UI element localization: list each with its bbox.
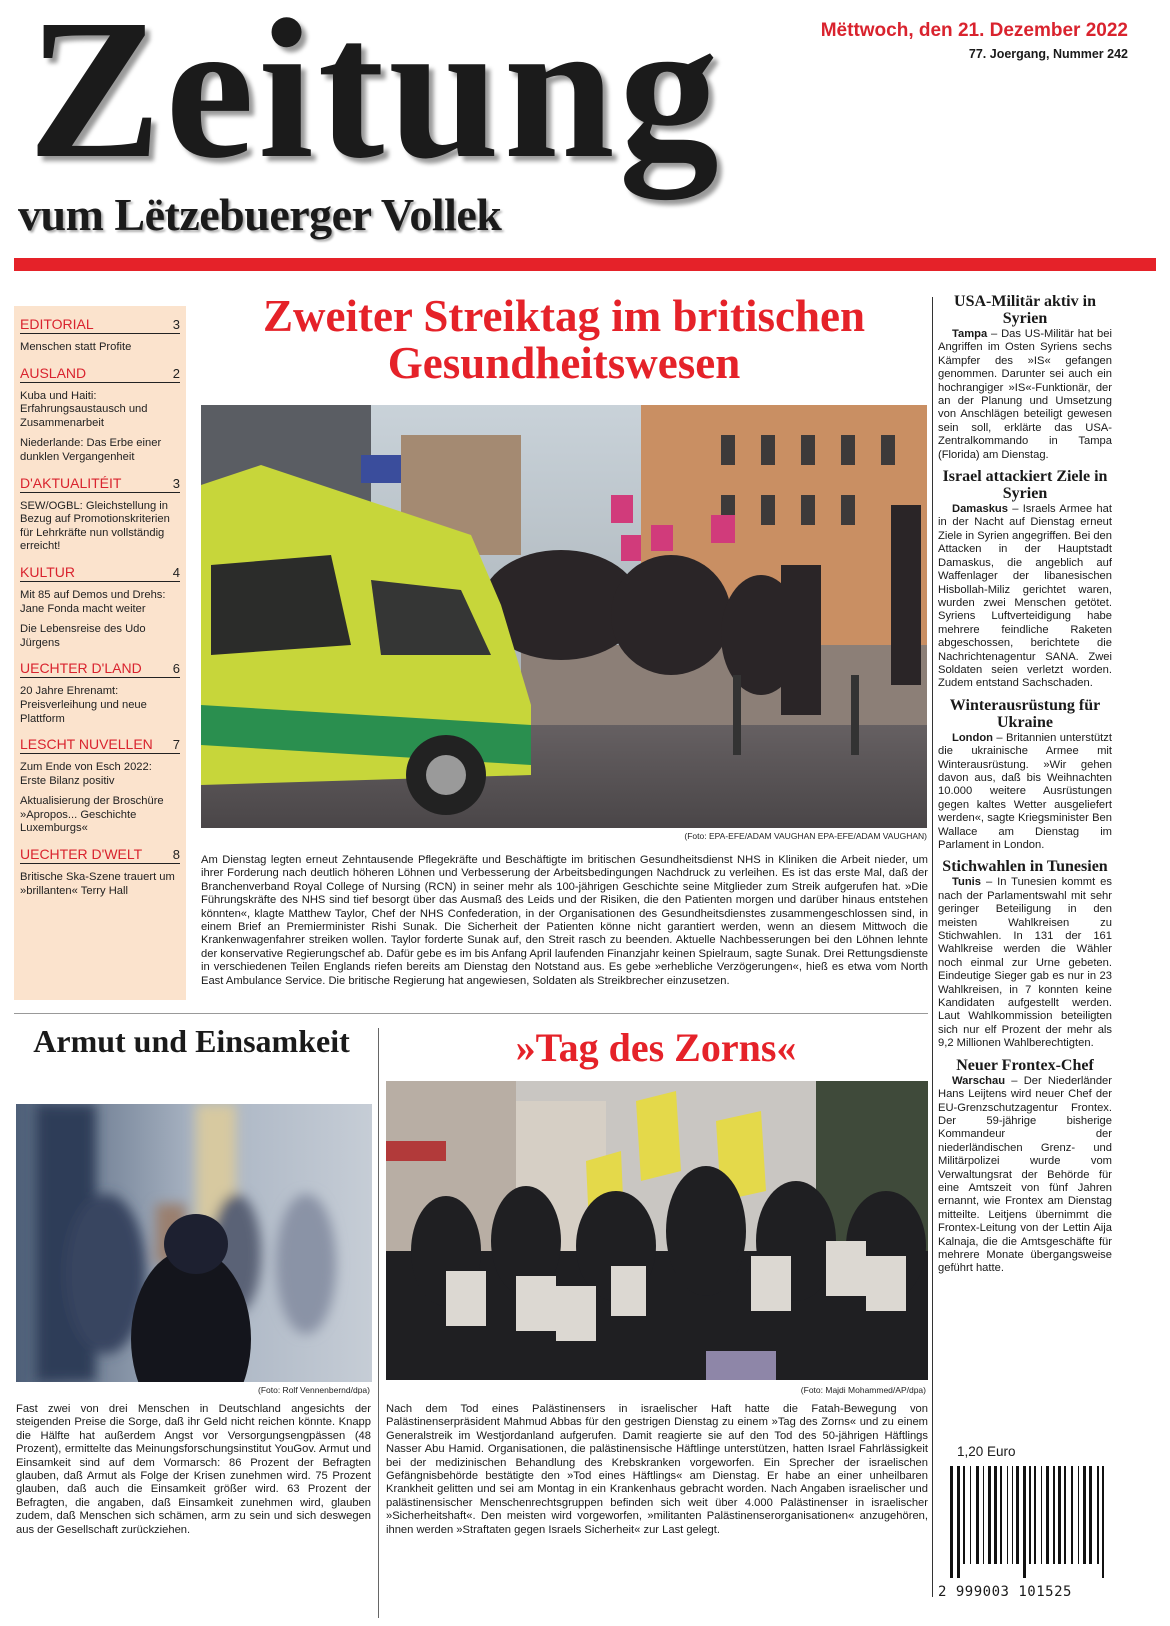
barcode-bar	[1034, 1466, 1036, 1564]
barcode-bar	[988, 1466, 991, 1564]
index-section-label: AUSLAND	[20, 364, 87, 381]
brief-dateline: Tunis	[952, 876, 982, 889]
index-item[interactable]: SEW/OGBL: Gleichstellung in Bezug auf Promotionskriterien für Lehrkräfte nun vollständig erreicht!	[20, 499, 170, 553]
brief-body	[938, 328, 1112, 462]
index-page-number: 4	[172, 564, 180, 580]
lead-headline[interactable]: Zweiter Streiktag im britischen Gesundheitswesen	[262, 291, 865, 388]
index-page-number: 7	[172, 737, 180, 753]
index-item[interactable]: 20 Jahre Ehrenamt: Preisverleihung und neue Plattform	[20, 685, 147, 725]
barcode-bar	[1089, 1466, 1092, 1564]
price: 1,20 Euro	[957, 1444, 1016, 1459]
index-page-number: 3	[172, 317, 180, 332]
index-section-label: UECHTER D'WELT	[20, 846, 143, 863]
barcode-bar	[1016, 1466, 1019, 1564]
index-item[interactable]: Niederlande: Das Erbe einer dunklen Vergangenheit	[20, 437, 162, 463]
barcode-bar	[1064, 1466, 1066, 1564]
brief-body	[938, 876, 1112, 1050]
barcode-bar	[1046, 1466, 1049, 1564]
barcode-bar	[1058, 1466, 1061, 1564]
issue-number: 77. Joergang, Nummer 242	[968, 47, 1128, 61]
lead-body: Am Dienstag legten erneut Zehntausende Pflegekräfte und Beschäftigte im britischen Gesundheitsdienst NHS in Kliniken die Arbeit nieder, um ihrer Forderung nach deutlich höheren Löhnen und Verbesserung der Arbeitsbedingungen Nachdruck zu verleihen. Es ist das erste Mal, daß der Branchenverband Royal College of Nursing (RCN) in seiner mehr als 100-jährigen Geschichte seine Mitglieder zum Streik aufgerufen hat. »Die Führungskräfte des NHS sind tief besorgt über das Ausmaß des Leids und der Risiken, die den Patienten morgen und darüber hinaus entstehen könnten«, klagte Matthew Taylor, Chef der NHS Confederation, in der Organisationen des Gesundheitsdienstes zusammengeschlossen sind, in einem Brief an Premierminister Rishi Sunak. Die Sicherheit der Patienten könne nicht garantiert werden, wenn an diesem Mittwoch die Krankenwagenfahrer streiken wollen. Taylor forderte Sunak auf, den Streit rasch zu beenden. Aktuelle Nachbesserungen bei den Löhnen lehnte der konservative Regierungschef ab. Dafür gebe es im bis Anfang April laufenden Finanzjahr keinen Spielraum, sagte Sunak. Drei Rettungsdienste in verschiedenen Teilen Englands riefen bereits am Dienstag den Notstand aus. Es gebe »erhebliche Verzögerungen«, hieß es etwa vom North East Ambulance Service. Die britische Regierung hat angewiesen, Soldaten als Streikbrecher einzusetzen.	[201, 854, 928, 987]
barcode-bar	[1000, 1466, 1002, 1564]
barcode	[938, 1466, 1114, 1546]
barcode-bar	[957, 1466, 960, 1578]
brief-text: Israels Armee hat in der Nacht auf Dienstag erneut Ziele in Syrien angegriffen. Bei den Attacken in der Hauptstadt Damaskus, die angeblich auf Waffenlager der libanesischen Hisbollah-Miliz gerichtet waren, wurden zwei Menschen getötet. Syriens Luftverteidigung habe mehrere feindliche Raketen abgeschossen, berichtete die Nachrichtenagentur SANA. Zwei Soldaten seien verletzt worden. Zudem entstand Sachschaden.	[938, 503, 1112, 690]
section-divider	[14, 1013, 928, 1014]
index-item[interactable]: Mit 85 auf Demos und Drehs: Jane Fonda macht weiter	[20, 588, 166, 615]
barcode-bar	[950, 1466, 953, 1578]
barcode-bar	[1041, 1466, 1042, 1564]
lead-photo-image	[201, 405, 927, 828]
index-item[interactable]: Die Lebensreise des Udo Jürgens	[20, 623, 146, 649]
index-item[interactable]: Menschen statt Profite	[20, 341, 132, 353]
barcode-bar	[983, 1466, 984, 1564]
brief-dateline: London	[952, 731, 994, 744]
index-section-header[interactable]	[20, 660, 180, 678]
barcode-bar	[1029, 1466, 1031, 1564]
barcode-bar	[1007, 1466, 1008, 1564]
brief-body	[938, 503, 1112, 691]
armut-photo-caption: (Foto: Rolf Vennenbernd/dpa)	[258, 1385, 370, 1395]
column-divider	[378, 1028, 379, 1618]
brief-text: In Tunesien kommt es nach der Parlamentswahl mit sehr geringer Beteiligung in den meisten Wahlkreisen zu Stichwahlen. In 131 der 161 Wahlkreise werden die Wähler noch einmal zur Urne gebeten. Eindeutige Sieger gab es nur in 23 Wahlkreisen, in 7 konnten keine Kandidaten aufgestellt werden. Laut Wahlkommission beteiligten sich nur elf Prozent der mehr als 9,2 Millionen Wahlberechtigten.	[938, 876, 1112, 1050]
barcode-bar	[1078, 1466, 1079, 1564]
barcode-bar	[1083, 1466, 1086, 1564]
barcode-bar	[1023, 1466, 1026, 1578]
brief-headline[interactable]: Neuer Frontex-Chef	[956, 1056, 1094, 1074]
barcode-bar	[1053, 1466, 1055, 1564]
armut-photo[interactable]	[16, 1104, 372, 1382]
masthead-subtitle: vum Lëtzebuerger Vollek	[18, 189, 502, 240]
index-item[interactable]: Kuba und Haiti: Erfahrungsaustausch und Zusammenarbeit	[20, 389, 148, 429]
index-section-header[interactable]	[20, 736, 180, 754]
barcode-bars	[938, 1466, 1114, 1581]
index-item[interactable]: Aktualisierung der Broschüre »Apropos... Geschichte Luxemburgs«	[20, 795, 164, 835]
brief-dateline: Damaskus	[952, 503, 1008, 516]
news-briefs-column	[938, 293, 1112, 1276]
dateline-separator: –	[1005, 1074, 1024, 1087]
zorn-photo[interactable]	[386, 1081, 928, 1380]
index-section-label: EDITORIAL	[20, 316, 94, 332]
index-page-number: 8	[172, 847, 180, 863]
barcode-bar	[976, 1466, 979, 1564]
brief-headline[interactable]: Israel attackiert Ziele in Syrien	[942, 468, 1108, 503]
index-section-label: UECHTER D'LAND	[20, 660, 142, 677]
index-section-header[interactable]	[20, 365, 180, 383]
brief-dateline: Tampa	[952, 328, 988, 340]
barcode-bar	[963, 1466, 965, 1564]
brief-headline[interactable]: Winterausrüstung für Ukraine	[949, 696, 1101, 731]
barcode-bar	[1071, 1466, 1073, 1564]
armut-headline[interactable]: Armut und Einsamkeit	[33, 1023, 350, 1059]
brief-text: Britannien unterstützt die ukrainische Armee mit Winterausrüstung. »Wir gehen davon aus, daß bis Weihnachten 10.000 weitere Ausrüstungen gegen kaltes Wetter ausgeliefert werden«, sagte Kriegsminister Ben Wallace am Dienstag im Parlament in London.	[938, 731, 1112, 851]
masthead-title: Zeitung	[28, 0, 723, 200]
dateline-separator: –	[1007, 503, 1023, 516]
barcode-bar	[1012, 1466, 1013, 1564]
brief-body	[938, 732, 1112, 853]
armut-photo-image	[16, 1104, 372, 1382]
index-page-number: 6	[172, 661, 180, 677]
barcode-number: 2 999003 101525	[938, 1584, 1072, 1600]
index-page-number: 3	[172, 475, 180, 491]
index-section-header[interactable]	[20, 316, 180, 334]
brief-headline[interactable]: Stichwahlen in Tunesien	[942, 858, 1108, 876]
brief-text: Der Niederländer Hans Leijtens wird neuer Chef der EU-Grenzschutzagentur Frontex. Der 59-jährige bisherige Kommandeur der niederländischen Grenz- und Militärpolizei wurde vom Verwaltungsrat der Behörde für eine Amtszeit von fünf Jahren ernannt, wie Frontex am Dienstag mitteilte. Leitjens übernimmt die Frontex-Leitung von der Lettin Aija Kalnaja, die die Amtsgeschäfte für mehrere Monate übergangsweise geführt hatte.	[938, 1074, 1112, 1275]
zorn-photo-image	[386, 1081, 928, 1380]
index-page-number: 2	[172, 365, 180, 381]
index-section-header[interactable]	[20, 846, 180, 864]
brief-dateline: Warschau	[952, 1074, 1006, 1087]
index-section-label: LESCHT NUVELLEN	[20, 736, 153, 753]
dateline-separator: –	[987, 328, 1002, 340]
index-section-label: KULTUR	[20, 563, 75, 580]
column-divider	[932, 297, 933, 1597]
barcode-bar	[994, 1466, 997, 1564]
masthead-rule	[14, 258, 1156, 271]
brief-headline[interactable]: USA-Militär aktiv in Syrien	[954, 293, 1096, 327]
zorn-photo-caption: (Foto: Majdi Mohammed/AP/dpa)	[800, 1385, 926, 1395]
barcode-bar	[1097, 1466, 1099, 1564]
index-section-label: D'AKTUALITÉIT	[20, 474, 122, 491]
dateline-separator: –	[981, 876, 998, 889]
index-item[interactable]: Britische Ska-Szene trauert um »brillanten« Terry Hall	[20, 871, 175, 897]
index-section-header[interactable]	[20, 564, 180, 582]
zorn-body: Nach dem Tod eines Palästinensers in israelischer Haft hatte die Fatah-Bewegung von Palästinenserpräsident Mahmud Abbas für den gestrigen Dienstag zu einem »Tag des Zorns« und zu einem Generalstreik im Westjordanland aufgerufen. Damit reagierte sie auf den Tod des 50-jährigen Häftlings Nasser Abu Hamid. Organisationen, die palästinensische Häftlinge unterstützen, hatten Israel Fahrlässigkeit bei der medizinischen Behandlung des Krebskranken vorgeworfen. Ein Sprecher der israelischen Gefängnisbehörde bestätigte den »Tod eines Häftlings« am Dienstag. Er habe an einer unheilbaren Krankheit gelitten und sei am Montag in ein Krankenhaus gebracht worden. Nach Angaben israelischer und palästinensischer Menschenrechtsgruppen befinden sich weit über 4.000 Palästinenser in israelischer »Sicherheitshaft«. Den meisten wird vorgeworfen, »militanten Palästinenserorganisationen« anzugehören, ihnen werden »Straftaten gegen Israels Sicherheit« zur Last gelegt.	[386, 1403, 928, 1536]
index-item[interactable]: Zum Ende von Esch 2022: Erste Bilanz positiv	[20, 761, 152, 787]
armut-body: Fast zwei von drei Menschen in Deutschland angesichts der steigenden Preise die Sorge, daß ihr Geld nicht reichen könnte. Knapp die Hälfte hat außerdem Angst vor Versorgungsengpässen (48 Prozent), ermittelte das Meinungsforschungsinstitut YouGov. Armut und Einsamkeit sind auf dem Vormarsch: 86 Prozent der Befragten glauben, daß Armut als Folge der Krisen zunehmen wird. 75 Prozent glauben, daß auch die Einsamkeit größer wird. 63 Prozent der Befragten, die angaben, daß Einsamkeit zunehmen wird, glauben zudem, daß Menschen sich schämen, arm zu sein und sich deswegen aus der Gesellschaft zurückziehen.	[16, 1403, 371, 1536]
table-of-contents	[14, 306, 186, 1000]
lead-photo[interactable]	[201, 405, 927, 828]
brief-text: Das US-Militär hat bei Angriffen im Osten Syriens sechs Kämpfer des »IS« gefangen genommen. Darunter sei auch ein hochrangiger »IS«-Funktionär, der an der Planung und Umsetzung von Anschlägen beteiligt gewesen sein soll, erklärte das USA-Zentralkommando in Tampa (Florida) am Dienstag.	[938, 328, 1112, 461]
issue-date: Mëttwoch, den 21. Dezember 2022	[820, 20, 1128, 41]
zorn-headline[interactable]: »Tag des Zorns«	[515, 1025, 797, 1070]
index-section-header[interactable]	[20, 475, 180, 493]
dateline-separator: –	[993, 731, 1006, 744]
barcode-bar	[1102, 1466, 1104, 1578]
brief-body	[938, 1075, 1112, 1276]
lead-photo-caption: (Foto: EPA-EFE/ADAM VAUGHAN EPA-EFE/ADAM VAUGHAN)	[684, 831, 927, 841]
barcode-bar	[970, 1466, 971, 1564]
